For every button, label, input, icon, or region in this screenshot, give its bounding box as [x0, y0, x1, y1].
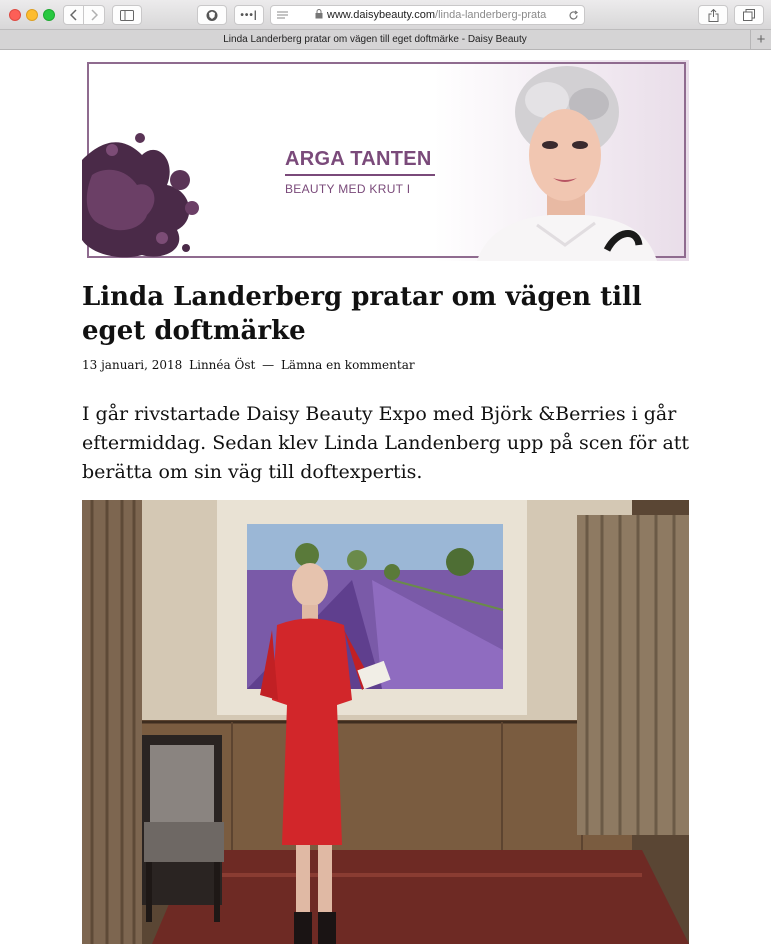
browser-toolbar [0, 0, 771, 30]
active-tab-title[interactable]: Linda Landerberg pratar om vägen till eget doftmärke - Daisy Beauty [223, 34, 527, 45]
post-lead-paragraph: I går rivstartade Daisy Beauty Expo med Björk &Berries i går eftermiddag. Sedan klev Linda Landenberg upp på scen för att berätta om sin väg till doftexpertis. [82, 403, 690, 483]
banner-subtitle: BEAUTY MED KRUT I [285, 182, 411, 196]
site-header-banner[interactable] [82, 60, 689, 261]
post-author[interactable]: Linnéa Öst [189, 358, 256, 372]
post-title[interactable]: Linda Landerberg pratar om vägen till eget doftmärke [82, 282, 642, 346]
new-tab-button[interactable]: + [750, 30, 771, 49]
share-icon [708, 9, 719, 22]
minimize-window-button[interactable] [26, 9, 38, 21]
shield-icon [206, 9, 218, 22]
post-meta [82, 358, 418, 372]
tabs-icon [743, 9, 755, 21]
address-bar[interactable] [270, 5, 585, 25]
leave-comment-link[interactable]: Lämna en kommentar [280, 358, 415, 372]
url-text [327, 9, 562, 21]
back-button[interactable] [63, 5, 84, 25]
privacy-button[interactable] [197, 5, 227, 25]
tab-bar [0, 30, 771, 50]
more-icon: •••| [240, 9, 258, 21]
zoom-window-button[interactable] [43, 9, 55, 21]
url-host: www.daisybeauty.com [327, 9, 436, 21]
chevron-left-icon [70, 9, 78, 21]
sidebar-icon [120, 10, 134, 21]
reload-icon [568, 10, 579, 21]
reader-icon[interactable] [271, 11, 293, 20]
banner-title: ARGA TANTEN [285, 148, 432, 170]
chevron-right-icon [90, 9, 98, 21]
eyeshadow-powder-illustration [82, 130, 207, 261]
reload-button[interactable] [562, 10, 584, 21]
banner-divider [285, 174, 435, 176]
share-button[interactable] [698, 5, 728, 25]
lock-icon [315, 9, 323, 21]
forward-button[interactable] [84, 5, 105, 25]
portrait-photo [477, 60, 677, 261]
meta-separator: — [262, 358, 275, 372]
tabs-overview-button[interactable] [734, 5, 764, 25]
post-date[interactable]: 13 januari, 2018 [82, 358, 183, 372]
url-path: /linda-landerberg-prata [435, 9, 547, 21]
extensions-button[interactable] [234, 5, 264, 25]
event-photo [82, 500, 689, 944]
close-window-button[interactable] [9, 9, 21, 21]
sidebar-button[interactable] [112, 5, 142, 25]
